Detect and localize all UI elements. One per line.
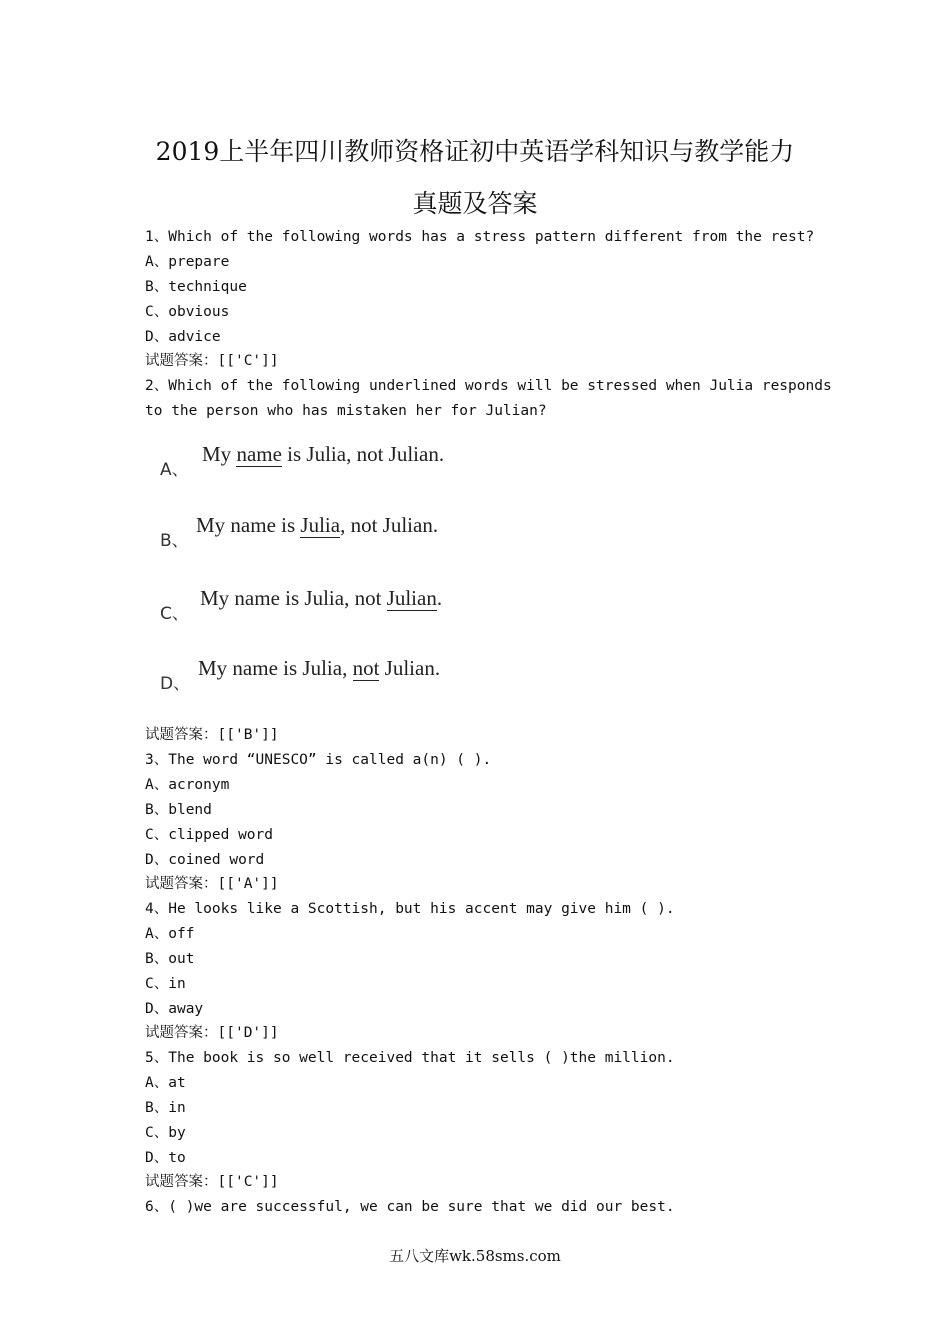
question-5-text: 5、The book is so well received that it sells ( )the million. <box>145 1050 675 1066</box>
option-label: A、 <box>160 460 189 480</box>
option-sentence: My name is Julia, not Julian. <box>202 442 445 466</box>
question-2-option-d-image <box>160 656 460 696</box>
question-5-option-a: A、at <box>145 1075 186 1091</box>
option-sentence: My name is Julia, not Julian. <box>196 513 439 537</box>
question-2-text-line1: 2、Which of the following underlined words will be stressed when Julia responds <box>145 378 832 394</box>
question-2-option-a-image <box>160 442 460 482</box>
question-4-text: 4、He looks like a Scottish, but his accent may give him ( ). <box>145 901 675 917</box>
underlined-word: name <box>236 442 282 466</box>
question-1-answer: 试题答案：[['C']] <box>145 353 279 369</box>
option-label: D、 <box>160 674 191 694</box>
question-2-text-line2: to the person who has mistaken her for Julian? <box>145 403 547 419</box>
question-5-option-c: C、by <box>145 1125 186 1141</box>
question-3-option-c: C、clipped word <box>145 827 273 843</box>
option-label: C、 <box>160 604 189 624</box>
underlined-word: Julia <box>300 513 341 537</box>
question-3-option-a: A、acronym <box>145 777 230 793</box>
question-4-option-c: C、in <box>145 976 186 992</box>
question-5-option-d: D、to <box>145 1150 186 1166</box>
question-1-option-c: C、obvious <box>145 304 230 320</box>
question-1-text: 1、Which of the following words has a stress pattern different from the rest? <box>145 229 815 245</box>
question-1-option-a: A、prepare <box>145 254 230 270</box>
question-1-option-d: D、advice <box>145 329 221 345</box>
question-2-answer: 试题答案：[['B']] <box>145 727 279 743</box>
underlined-word: not <box>352 656 380 680</box>
page-footer-watermark: 五八文库wk.58sms.com <box>389 1247 561 1265</box>
question-3-answer: 试题答案：[['A']] <box>145 876 279 892</box>
question-3-option-b: B、blend <box>145 802 212 818</box>
question-4-option-b: B、out <box>145 951 195 967</box>
option-label: B、 <box>160 531 189 551</box>
question-5-answer: 试题答案：[['C']] <box>145 1174 279 1190</box>
question-2-option-b-image <box>160 513 460 553</box>
underlined-word: Julian <box>386 586 437 610</box>
question-5-option-b: B、in <box>145 1100 186 1116</box>
question-2-option-c-image <box>160 586 460 626</box>
question-4-option-d: D、away <box>145 1001 204 1017</box>
question-3-text: 3、The word “UNESCO” is called a(n) ( ). <box>145 752 492 768</box>
document-title-line2: 真题及答案 <box>412 189 538 218</box>
question-4-option-a: A、off <box>145 926 195 942</box>
question-6-text: 6、( )we are successful, we can be sure that we did our best. <box>145 1199 675 1215</box>
question-4-answer: 试题答案：[['D']] <box>145 1025 279 1041</box>
option-sentence: My name is Julia, not Julian. <box>200 586 443 610</box>
question-3-option-d: D、coined word <box>145 852 265 868</box>
document-title-line1: 2019上半年四川教师资格证初中英语学科知识与教学能力 <box>155 137 795 166</box>
option-sentence: My name is Julia, not Julian. <box>198 656 441 680</box>
question-1-option-b: B、technique <box>145 279 247 295</box>
